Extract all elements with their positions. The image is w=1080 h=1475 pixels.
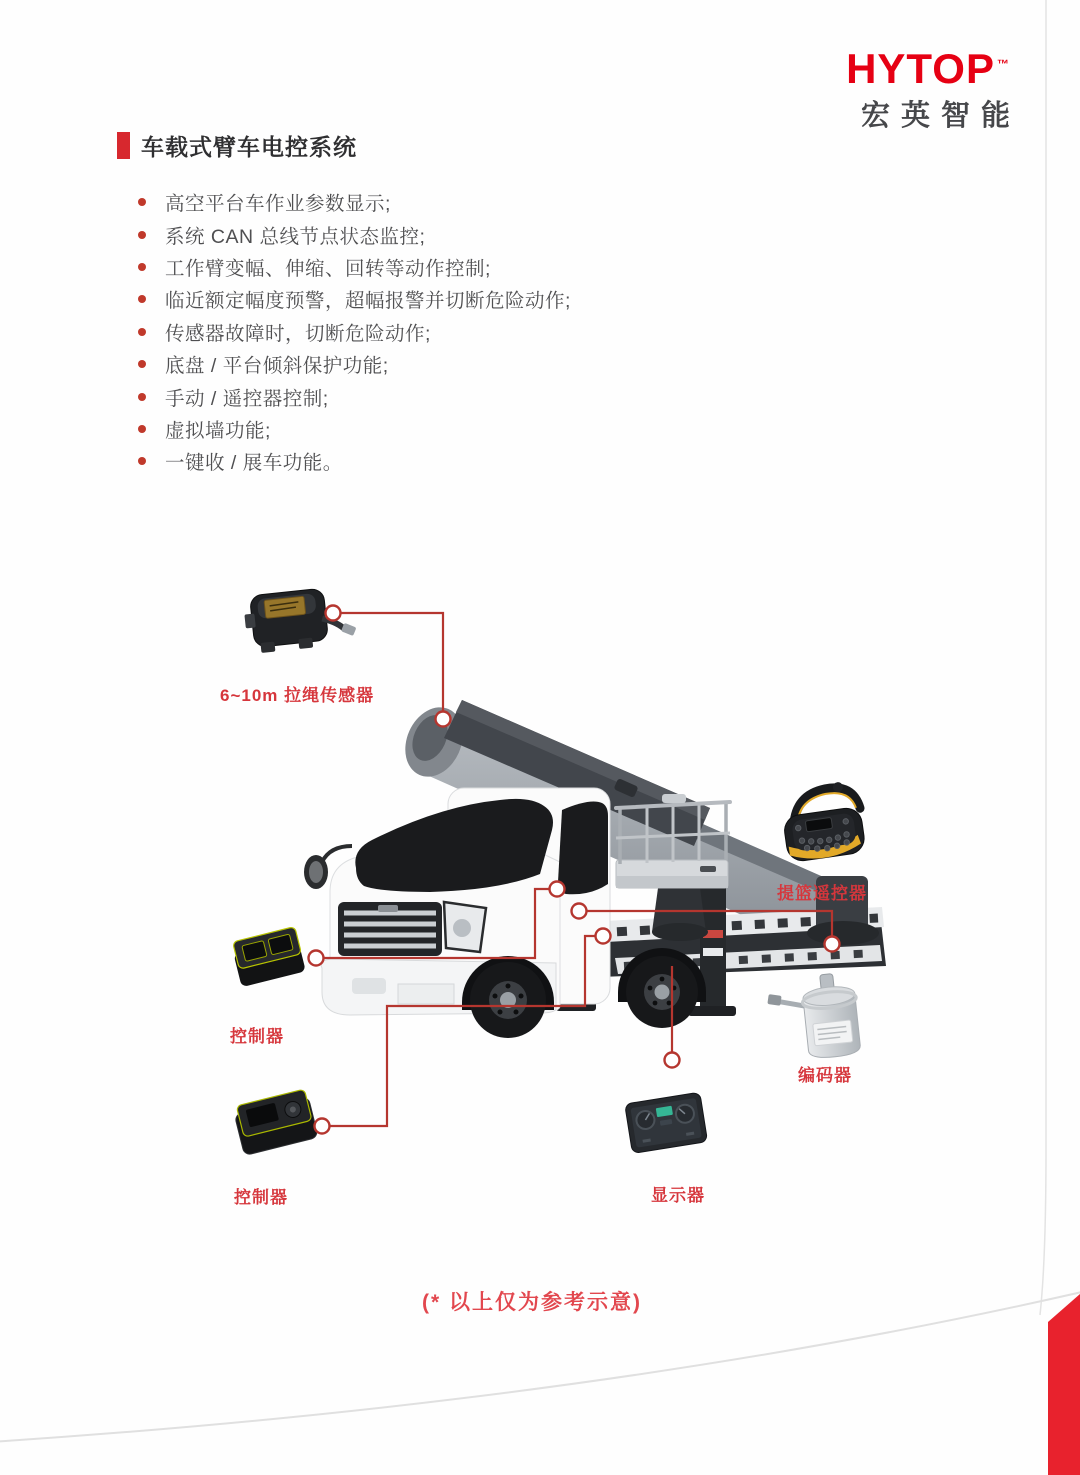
feature-item <box>138 186 571 218</box>
feature-item <box>138 316 571 348</box>
section-title-row <box>117 129 357 162</box>
side-window <box>558 802 608 895</box>
controller-top-label: 控制器 <box>230 1027 284 1046</box>
rope-sensor-illustration <box>243 585 359 654</box>
controller-bottom-illustration <box>232 1089 318 1156</box>
page-edge-line <box>1040 0 1046 1315</box>
bullet-dot <box>138 360 146 368</box>
rope-sensor-connector <box>326 606 451 727</box>
display-label: 显示器 <box>651 1186 705 1205</box>
feature-text: 临近额定幅度预警，超幅报警并切断危险动作; <box>165 290 571 313</box>
bullet-dot <box>138 457 146 465</box>
feature-item <box>138 348 571 380</box>
bullet-dot <box>138 295 146 303</box>
feature-item <box>138 283 571 315</box>
feature-text: 虚拟墙功能; <box>165 419 271 442</box>
bullet-dot <box>138 231 146 239</box>
bullet-dot <box>138 328 146 336</box>
feature-text: 一键收 / 展车功能。 <box>165 452 343 475</box>
encoder-label: 编码器 <box>798 1066 852 1085</box>
controller-top-illustration <box>231 927 306 988</box>
cab <box>304 788 610 1015</box>
controller-bottom-label: 控制器 <box>234 1188 288 1207</box>
feature-text: 系统 CAN 总线节点状态监控; <box>165 225 426 248</box>
brand-wordmark: HYTOP ™ <box>846 45 1010 92</box>
page-title: 车载式臂车电控系统 <box>141 134 357 160</box>
bullet-dot <box>138 198 146 206</box>
feature-item <box>138 251 571 283</box>
basket-remote-label: 提篮遥控器 <box>777 884 867 903</box>
feature-item <box>138 218 571 250</box>
reference-note: (* 以上仅为参考示意) <box>422 1291 642 1314</box>
feature-text: 底盘 / 平台倾斜保护功能; <box>165 355 389 378</box>
feature-item <box>138 380 571 412</box>
feature-item <box>138 445 571 477</box>
feature-item <box>138 413 571 445</box>
brand-chinese-name: 宏英智能 <box>860 100 1021 132</box>
trademark-symbol: ™ <box>997 57 1010 71</box>
windshield <box>355 799 553 892</box>
corner-red-wedge <box>1048 1294 1080 1475</box>
feature-text: 手动 / 遥控器控制; <box>165 387 329 410</box>
feature-text: 高空平台车作业参数显示; <box>165 193 391 216</box>
title-accent-bar <box>117 132 130 159</box>
rope-sensor-label: 6~10m 拉绳传感器 <box>220 686 375 705</box>
basket-remote-illustration <box>779 780 866 863</box>
bullet-dot <box>138 425 146 433</box>
display-illustration <box>625 1092 708 1153</box>
feature-text: 工作臂变幅、伸缩、回转等动作控制; <box>165 257 491 280</box>
encoder-illustration <box>765 971 862 1063</box>
feature-list <box>138 186 571 478</box>
bullet-dot <box>138 263 146 271</box>
feature-text: 传感器故障时，切断危险动作; <box>165 322 431 345</box>
bullet-dot <box>138 393 146 401</box>
brand-logo <box>846 44 1021 134</box>
truck-illustration <box>304 698 886 1038</box>
